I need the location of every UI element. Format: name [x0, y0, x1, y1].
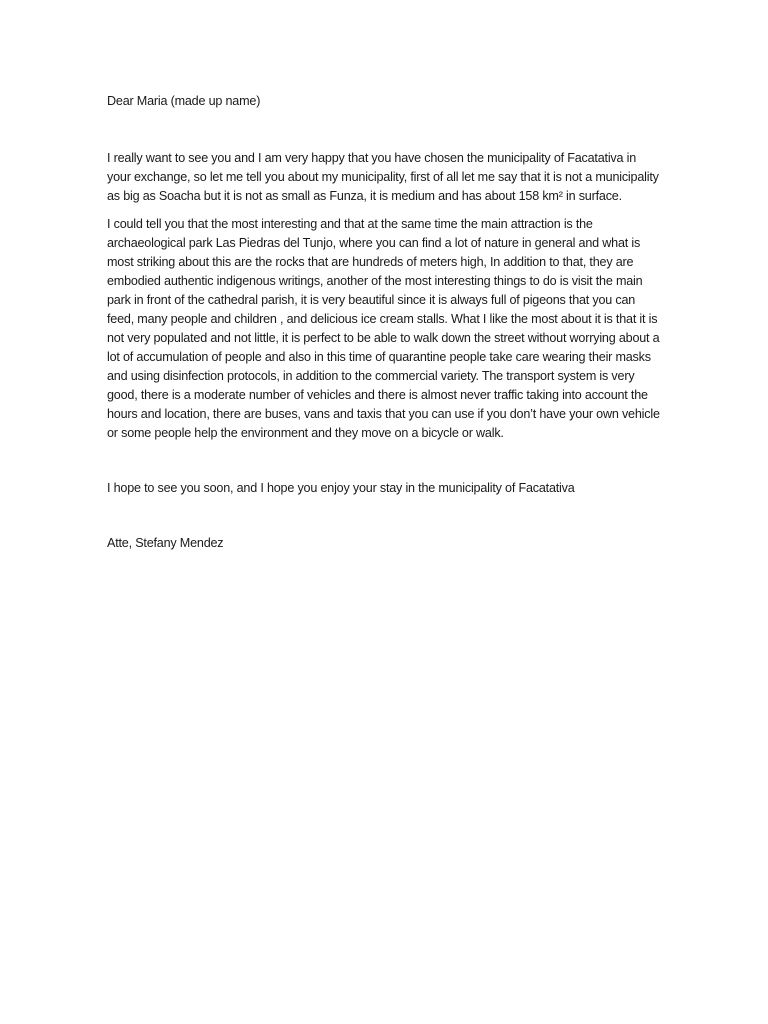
letter-body: [107, 92, 662, 553]
letter-salutation: Dear Maria (made up name): [107, 94, 261, 108]
letter-closing: I hope to see you soon, and I hope you enjoy your stay in the municipality of Facatativa: [107, 481, 575, 495]
letter-paragraph-1: I really want to see you and I am very happy that you have chosen the municipality of Facatativa in your exchange, so let me tell you about my municipality, first of all let me say that it is not a municipality as big as Soacha but it is not as small as Funza, it is medium and has about 158 km² in surface.: [107, 151, 659, 203]
letter-signature: Atte, Stefany Mendez: [107, 536, 224, 550]
letter-paragraph-2: I could tell you that the most interesting and that at the same time the main attraction is the archaeological park Las Piedras del Tunjo, where you can find a lot of nature in general and what is most striking about this are the rocks that are hundreds of meters high, In addition to that, they are embodied authentic indigenous writings, another of the most interesting things to do is visit the main park in front of the cathedral parish, it is very beautiful since it is always full of pigeons that you can feed, many people and children , and delicious ice cream stalls. What I like the most about it is that it is not very populated and not little, it is perfect to be able to walk down the street without worrying about a lot of accumulation of people and also in this time of quarantine people take care wearing their masks and using disinfection protocols, in addition to the commercial variety. The transport system is very good, there is a moderate number of vehicles and there is almost never traffic taking into account the hours and location, there are buses, vans and taxis that you can use if you don’t have your own vehicle or some people help the environment and they move on a bicycle or walk.: [107, 217, 660, 440]
